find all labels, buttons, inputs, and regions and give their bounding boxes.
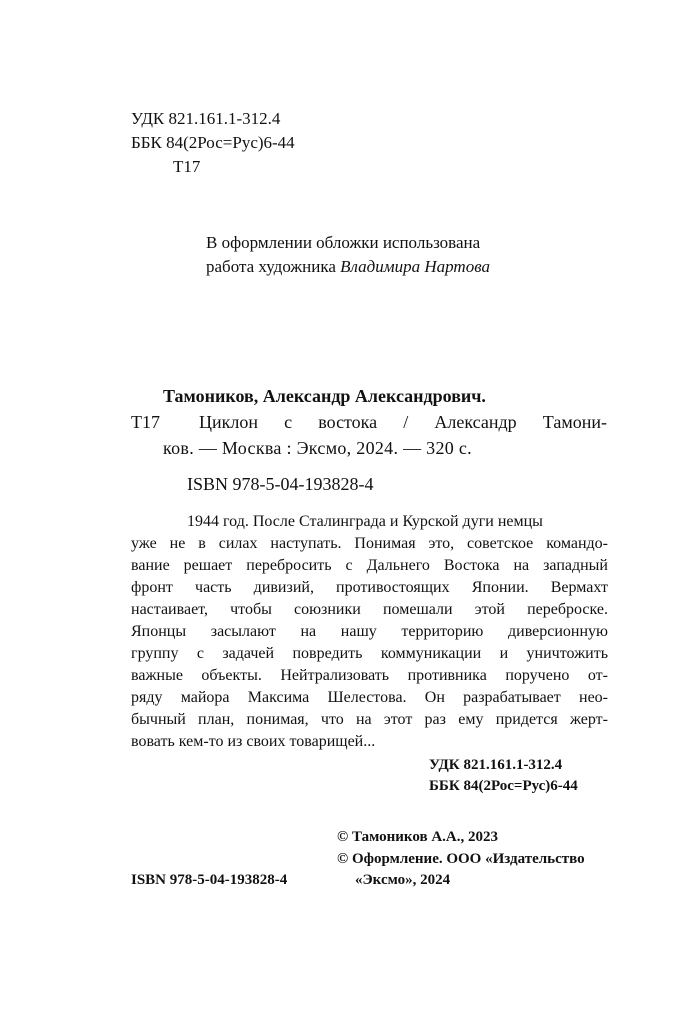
annotation-line-1: 1944 год. После Сталинграда и Курской дуги немцы [187, 513, 543, 530]
annotation-line-4: фронт часть дивизий, противостоящих Японии. Вермахт [131, 579, 608, 596]
annotation-line-7: группу с задачей повредить коммуникации и уничтожить [131, 645, 608, 662]
catalog-title-line2: ков. — Москва : Эксмо, 2024. — 320 с. [163, 438, 472, 458]
cover-note-prefix: работа художника [206, 257, 336, 276]
catalog-title-line1: Циклон с востока / Александр Тамони- [199, 412, 607, 432]
udk-top: УДК 821.161.1-312.4 [131, 109, 281, 128]
udk-bottom: УДК 821.161.1-312.4 [429, 757, 563, 773]
annotation-line-6: Японцы засылают на нашу территорию диверсионную [131, 623, 608, 640]
annotation-line-5: настаивает, чтобы союзники помешали этой переброске. [131, 601, 608, 618]
catalog-mark: Т17 [131, 412, 160, 432]
copyright-design: © Оформление. ООО «Издательство [337, 851, 585, 867]
annotation-line-11: вовать кем-то из своих товарищей... [131, 733, 376, 750]
annotation-line-10: бычный план, понимая, что на этот раз ему придется жерт- [131, 711, 608, 728]
catalog-isbn: ISBN 978-5-04-193828-4 [187, 474, 374, 494]
annotation-line-9: ряду майора Максима Шелестова. Он разрабатывает нео- [131, 689, 608, 706]
author-heading: Тамоников, Александр Александрович. [163, 386, 486, 406]
cover-note-line2 [206, 255, 490, 279]
author-mark-top: Т17 [173, 157, 201, 176]
bbk-bottom: ББК 84(2Рос=Рус)6-44 [429, 778, 578, 794]
bbk-top: ББК 84(2Рос=Рус)6-44 [131, 133, 295, 152]
cover-note-line1: В оформлении обложки использована [206, 233, 481, 252]
cover-artist: Владимира Нартова [340, 257, 490, 276]
copyright-author: © Тамоников А.А., 2023 [337, 829, 498, 845]
annotation-line-8: важные объекты. Нейтрализовать противника поручено от- [131, 667, 608, 684]
copyright-design-cont: «Эксмо», 2024 [355, 872, 451, 888]
annotation-line-3: вание решает перебросить с Дальнего Востока на западный [131, 557, 608, 574]
annotation-line-2: уже не в силах наступать. Понимая это, советское командо- [131, 535, 608, 552]
isbn-bottom: ISBN 978-5-04-193828-4 [131, 872, 288, 888]
